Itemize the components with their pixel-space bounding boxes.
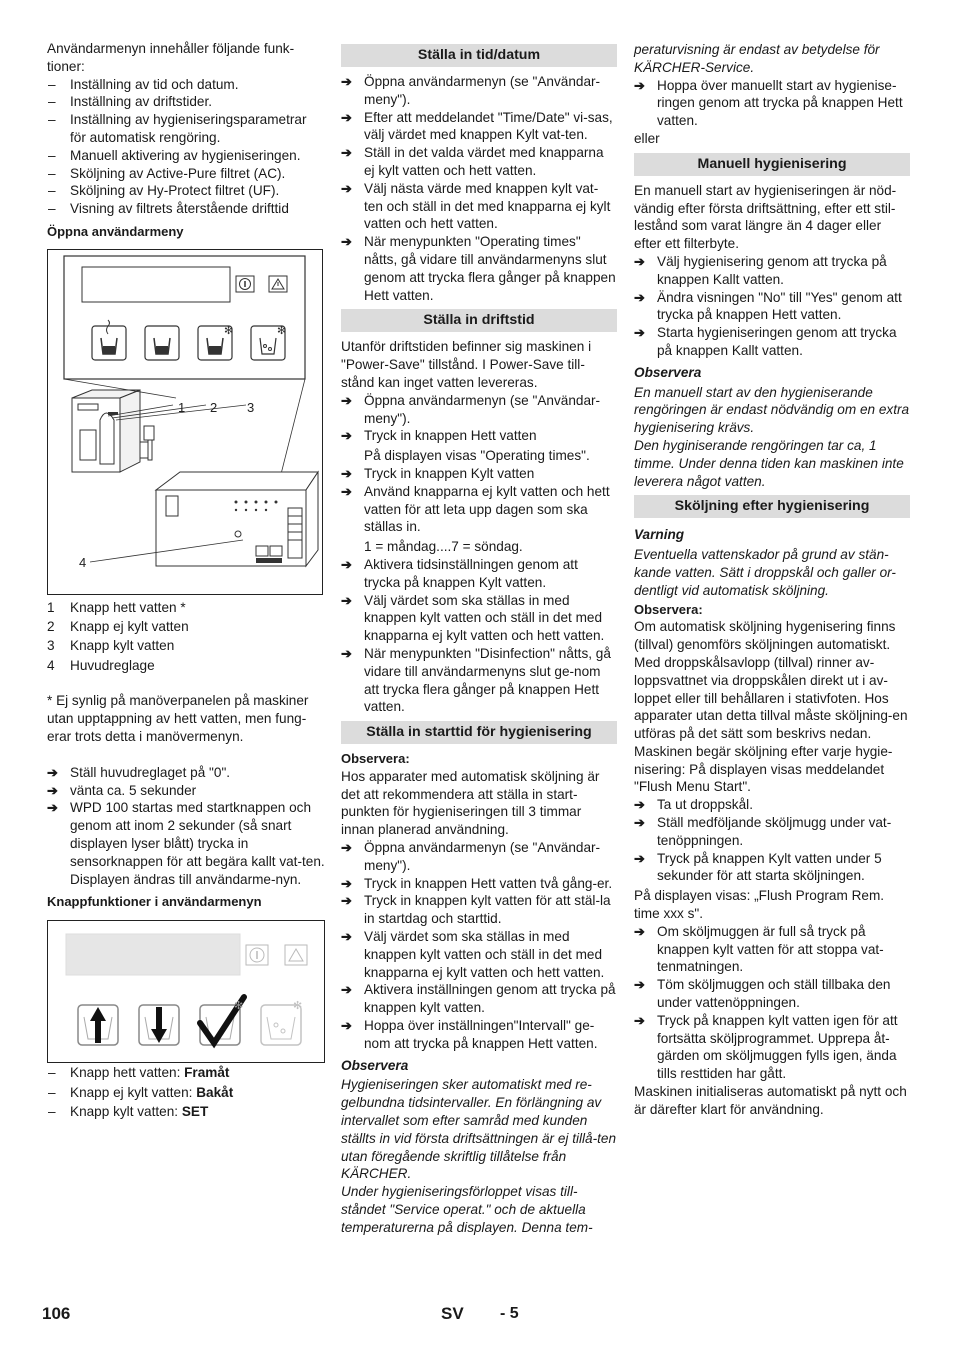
observe-title: Observera (634, 364, 702, 380)
list-item: – Manuell aktivering av hygieniseringen. (47, 147, 325, 165)
figure-menu-buttons (47, 920, 325, 1063)
note-text: Om automatisk sköljning hygenisering finns (tillval) genomförs sköljningen automatiskt. Med droppskålsavlopp (tillval) rinner av-loppsvattnet via droppskålen direkt ut i av-loppet eller till behållaren i stativfoten. Hos apparater utan detta tillval måste sköljning-en utföras på det sätt som beskrivs nedan. Maskinen begär sköljning efter varje hygie-nisering: På displayen visas meddelandet "Flush Menu Start". (634, 619, 908, 795)
legend-item: 1 Knapp hett vatten * (47, 599, 186, 615)
step-item: ➔ När menypunkten "Disinfection" nåtts, gå vidare till användarmenyns slut ge-nom att trycka flera gånger på knappen Hett vatten. (341, 645, 617, 716)
step-item: ➔ Tryck på knappen kylt vatten igen för att fortsätta sköljprogrammet. Upprepa åt-gärden om sköljmuggen fylls igen, ända tills resttiden har gått. (634, 1012, 910, 1083)
sparkling-water-button-icon (251, 325, 286, 360)
figure1-number-1: 1 (178, 399, 186, 415)
step-item: ➔ När menypunkten "Operating times" nåtts, gå vidare till användarmenyns slut genom att trycka flera gånger på knappen Hett vatten. (341, 233, 617, 304)
section-title-time-date: Ställa in tid/datum (341, 44, 617, 67)
list-item: – Inställning av driftstider. (47, 93, 325, 111)
continued-text: peraturvisning är endast av betydelse för KÄRCHER-Service. (634, 42, 880, 75)
info-icon (236, 276, 254, 292)
step-item: ➔ Öppna användarmenyn (se "Användar-meny"). (341, 839, 617, 875)
list-item: – Knapp kylt vatten: SET (47, 1103, 325, 1121)
section-title-manual-hygiene: Manuell hygienisering (634, 153, 910, 176)
legend-item: 4 Huvudreglage (47, 657, 155, 673)
list-item: – Sköljning av Hy-Protect filtret (UF). (47, 182, 325, 200)
page-number: 106 (42, 1304, 71, 1323)
step-item: ➔ Öppna användarmenyn (se "Användar-meny"). (341, 73, 617, 109)
step-item: ➔ Välj hygienisering genom att trycka på knappen Kallt vatten. (634, 253, 910, 289)
list-item: – Inställning av hygieniseringsparametrar för automatisk rengöring. (47, 111, 325, 147)
step-item: ➔ Ställ in det valda värdet med knapparna ej kylt vatten och hett vatten. (341, 144, 617, 180)
figure-control-panel (47, 249, 323, 595)
figure1-number-3: 3 (247, 399, 255, 415)
svg-text:✻: ✻ (293, 1000, 303, 1013)
startup-steps (47, 764, 325, 889)
step-item: ➔ Välj värdet som ska ställas in med knappen kylt vatten och ställ in det med knapparna ej kylt vatten och hett vatten. (341, 928, 617, 981)
svg-text:✻: ✻ (234, 1000, 244, 1013)
section-title-hygiene-start: Ställa in starttid för hygienisering (341, 721, 617, 744)
menu-buttons-illustration (48, 921, 324, 1062)
manual-hygiene-intro: En manuell start av hygieniseringen är nöd-vändig efter första driftsättning, efter ett stil-lestånd som varat längre än 4 dager eller efter ett filterbyte. (634, 182, 897, 252)
warning-icon (269, 276, 287, 292)
svg-text:✻: ✻ (277, 324, 287, 337)
figure1-number-4: 4 (79, 554, 87, 570)
section-page-number: - 5 (500, 1305, 519, 1322)
warning-title: Varning (634, 527, 685, 543)
section-title-operating-time: Ställa in driftstid (341, 309, 617, 332)
step-item: ➔ Tryck in knappen Kylt vatten (341, 465, 617, 483)
step-item: ➔ Ta ut droppskål. (634, 796, 910, 814)
warning-icon (285, 945, 307, 965)
list-item: – Inställning av tid och datum. (47, 76, 325, 94)
display-text: På displayen visas: „Flush Program Rem. time xxx s". (634, 888, 885, 922)
step-item: ➔ Öppna användarmenyn (se "Användar-meny"). (341, 392, 617, 428)
sparkling-button-icon (261, 1000, 302, 1045)
list-item: – Knapp hett vatten: Framåt (47, 1064, 325, 1082)
step-item: ➔ Välj nästa värde med knappen kylt vat-ten och ställ in det med knapparna ej kylt vatten och hett vatten. (341, 180, 617, 233)
step-item: ➔ Hoppa över inställningen"Intervall" ge-nom att trycka på knappen Hett vatten. (341, 1017, 617, 1053)
list-item: – Knapp ej kylt vatten: Bakåt (47, 1084, 325, 1102)
step-item: ➔ vänta ca. 5 sekunder (47, 782, 325, 800)
legend-item: 2 Knapp ej kylt vatten (47, 619, 189, 635)
step-item: ➔ Töm sköljmuggen och ställ tillbaka den under vattenöppningen. (634, 976, 910, 1012)
column-2 (341, 44, 617, 1237)
observe-text: En manuell start av den hygieniserande rengöringen är endast nödvändig om en extra hygienisering krävs. Den hyginiserande rengöringen tar ca, 1 timme. Under denna tiden kan maskinen inte leverera något vatten. (634, 384, 910, 489)
machine-drawing (72, 390, 154, 472)
rear-panel-detail (156, 472, 318, 566)
legend-item: 3 Knapp kylt vatten (47, 638, 175, 654)
up-arrow-button-icon (78, 1005, 118, 1045)
list-item: – Visning av filtrets återstående drifttid (47, 200, 325, 218)
language-code: SV (441, 1304, 464, 1323)
note-label: Observera: (634, 601, 703, 617)
step-item: ➔ Om sköljmuggen är full så tryck på knappen kylt vatten för att stoppa vat-tenmatningen. (634, 923, 910, 976)
step-item: ➔ Starta hygieniseringen genom att trycka på knappen Kallt vatten. (634, 324, 910, 360)
down-arrow-button-icon (139, 1005, 179, 1045)
step-item: ➔ WPD 100 startas med startknappen och genom att inom 2 sekunder (så snart displayen lyser blått) trycka in sensorknappen för att begära kallt vat-ten. Displayen ändras till användarme-nyn. (47, 799, 325, 888)
button-functions-heading: Knappfunktioner i användarmenyn (47, 894, 262, 910)
operating-time-intro: Utanför driftstiden befinner sig maskinen i "Power-Save" tillstånd. I Power-Save till-stånd kan inget vatten levereras. (341, 339, 592, 390)
section-title-rinse: Sköljning efter hygienisering (634, 495, 910, 518)
chilled-water-button-icon (198, 325, 233, 360)
observe-text: Hygieniseringen sker automatiskt med re-gelbundna tidsintervaller. En förlängning av intervallet som efter samråd med kunden ställts in vid första driftsättningen är ej tillå-ten utan föregående skriftlig tillåtelse från KÄRCHER. (341, 1077, 617, 1182)
hot-water-button-icon (92, 320, 126, 360)
observe-title: Observera (341, 1057, 409, 1073)
step-item: ➔ Välj värdet som ska ställas in med knappen kylt vatten och ställ in det med knapparna ej kylt vatten och hett vatten. (341, 592, 617, 645)
open-menu-heading: Öppna användarmeny (47, 223, 184, 239)
step-item: ➔ Använd knapparna ej kylt vatten och hett vatten för att leta upp dagen som ska ställas in. (341, 483, 617, 536)
step-note: 1 = måndag....7 = söndag. (364, 539, 523, 555)
unchilled-water-button-icon (145, 326, 179, 360)
step-item: ➔ Tryck in knappen kylt vatten för att stäl-la in startdag och starttid. (341, 892, 617, 928)
or-text: eller (634, 130, 660, 146)
figure1-number-2: 2 (210, 399, 218, 415)
step-item: ➔ Tryck in knappen Hett vatten (341, 427, 617, 445)
figure-legend (47, 599, 325, 675)
footnote: * Ej synlig på manöverpanelen på maskiner utan upptappning av hett vatten, men fung-erar trots detta i manövermenyn. (47, 693, 309, 745)
observe-text-2: Under hygieniseringsförloppet visas till-ståndet "Service operat." och de aktuella temperaturerna på displayen. Denna tem- (341, 1184, 593, 1235)
step-item: ➔ Tryck in knappen Hett vatten två gång-er. (341, 875, 617, 893)
checkmark-button-icon (200, 997, 244, 1045)
column-3 (634, 41, 910, 1119)
control-panel-illustration (48, 250, 322, 594)
step-item: ➔ Tryck på knappen Kylt vatten under 5 sekunder för att starta sköljningen. (634, 850, 910, 886)
button-functions-list (47, 1064, 325, 1120)
note-label: Observera: (341, 751, 410, 767)
step-item: ➔ Aktivera inställningen genom att trycka på knappen kylt vatten. (341, 981, 617, 1017)
list-item: – Sköljning av Active-Pure filtret (AC). (47, 165, 325, 183)
info-icon (246, 945, 268, 965)
step-item: ➔ Efter att meddelandet "Time/Date" vi-sas, välj värdet med knappen Kylt vat-ten. (341, 109, 617, 145)
step-item: ➔ Aktivera tidsinställningen genom att trycka på knappen Kylt vatten. (341, 556, 617, 592)
svg-text:✻: ✻ (224, 324, 234, 337)
note-text: Hos apparater med automatisk sköljning är det att rekommendera att ställa in start-punkten för hygieniseringen till 3 timmar innan planerad användning. (341, 768, 600, 838)
step-item: ➔ Ställ huvudreglaget på "0". (47, 764, 325, 782)
final-text: Maskinen initialiseras automatiskt på nytt och är därefter klart för användning. (634, 1084, 907, 1117)
step-item: ➔ Ändra visningen "No" till "Yes" genom att trycka på knappen Hett vatten. (634, 289, 910, 325)
warning-text: Eventuella vattenskador på grund av stän-kande vatten. Sätt i droppskål och galler or-dentligt vid automatisk sköljning. (634, 547, 896, 598)
step-item: ➔ Ställ medföljande sköljmugg under vat-tenöppningen. (634, 814, 910, 850)
step-note: På displayen visas "Operating times". (364, 448, 590, 464)
column-1 (47, 40, 325, 1121)
intro-text: Användarmenyn innehåller följande funk-tioner: (47, 41, 295, 74)
step-item: ➔ Hoppa över manuellt start av hygienise-ringen genom att trycka på knappen Hett vatten. (634, 77, 910, 130)
menu-items-list (47, 76, 325, 218)
